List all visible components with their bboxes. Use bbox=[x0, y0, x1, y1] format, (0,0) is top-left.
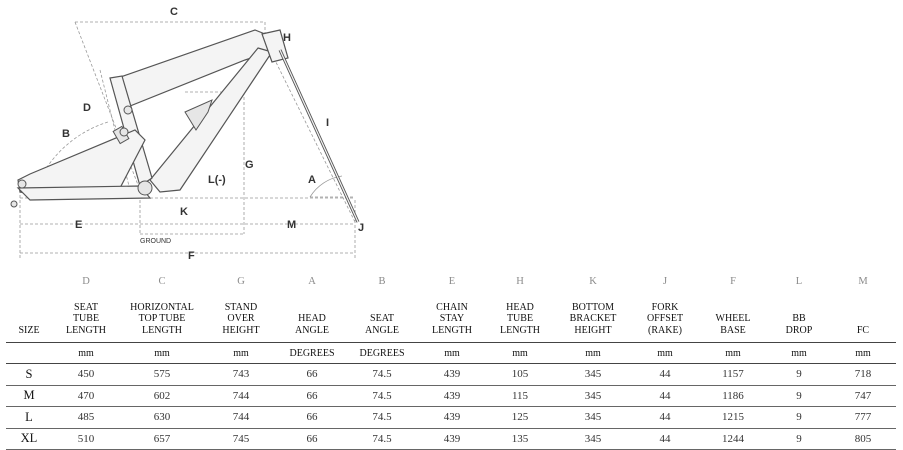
column-letter: H bbox=[516, 275, 524, 287]
column-header-line: ANGLE bbox=[295, 324, 329, 336]
size-cell: L bbox=[6, 407, 52, 429]
column-header-line: BRACKET bbox=[569, 313, 617, 324]
column-letter: M bbox=[858, 275, 868, 287]
column-header bbox=[418, 292, 486, 343]
column-header-line: LENGTH bbox=[142, 324, 182, 336]
value-cell: 575 bbox=[120, 364, 204, 386]
column-header-line: FORK bbox=[651, 301, 679, 313]
value-cell: 1244 bbox=[698, 428, 768, 450]
value-cell: 630 bbox=[120, 407, 204, 429]
column-header-line: BB bbox=[792, 313, 806, 324]
value-cell: 345 bbox=[554, 428, 632, 450]
column-letter: F bbox=[730, 275, 736, 287]
column-letter: E bbox=[448, 275, 456, 287]
column-letter-row bbox=[6, 270, 896, 292]
dimension-label-h: H bbox=[283, 32, 291, 44]
column-header-line: BOTTOM bbox=[571, 301, 615, 313]
value-cell: 74.5 bbox=[346, 364, 418, 386]
value-cell: 44 bbox=[632, 385, 698, 407]
dimension-label-i: I bbox=[326, 117, 330, 129]
column-header-line: HEIGHT bbox=[574, 324, 612, 336]
value-cell: 44 bbox=[632, 407, 698, 429]
value-cell: 1215 bbox=[698, 407, 768, 429]
column-header bbox=[486, 292, 554, 343]
value-cell: 105 bbox=[486, 364, 554, 386]
value-cell: 44 bbox=[632, 364, 698, 386]
column-header-line: SEAT bbox=[74, 301, 98, 313]
column-header-line: LENGTH bbox=[66, 324, 106, 336]
column-header bbox=[768, 292, 830, 343]
value-cell: 439 bbox=[418, 385, 486, 407]
value-cell: 9 bbox=[768, 385, 830, 407]
column-unit: mm bbox=[830, 343, 896, 364]
value-cell: 602 bbox=[120, 385, 204, 407]
dimension-label-a: A bbox=[308, 174, 316, 186]
column-letter: D bbox=[82, 275, 90, 287]
value-cell: 9 bbox=[768, 407, 830, 429]
dimension-label-l: L(-) bbox=[208, 174, 226, 186]
table-row bbox=[6, 428, 896, 450]
table-row bbox=[6, 364, 896, 386]
column-header bbox=[698, 292, 768, 343]
ground-label: GROUND bbox=[140, 238, 172, 245]
column-letter: K bbox=[589, 275, 597, 287]
size-header: SIZE bbox=[18, 324, 40, 336]
column-header-line: SEAT bbox=[370, 313, 394, 324]
column-header-line: HORIZONTAL bbox=[130, 301, 194, 313]
column-unit: DEGREES bbox=[346, 343, 418, 364]
value-cell: 125 bbox=[486, 407, 554, 429]
column-header bbox=[830, 292, 896, 343]
dimension-label-d: D bbox=[83, 102, 91, 114]
column-header-line: OFFSET bbox=[646, 313, 684, 324]
value-cell: 805 bbox=[830, 428, 896, 450]
value-cell: 1186 bbox=[698, 385, 768, 407]
dimension-label-m: M bbox=[287, 219, 297, 231]
column-unit: mm bbox=[554, 343, 632, 364]
column-header bbox=[346, 292, 418, 343]
value-cell: 439 bbox=[418, 428, 486, 450]
value-cell: 510 bbox=[52, 428, 120, 450]
column-unit: mm bbox=[698, 343, 768, 364]
dimension-label-e: E bbox=[75, 219, 83, 231]
column-header bbox=[52, 292, 120, 343]
column-header-line: CHAIN bbox=[436, 301, 468, 313]
dimension-label-b: B bbox=[62, 128, 70, 140]
value-cell: 744 bbox=[204, 407, 278, 429]
value-cell: 1157 bbox=[698, 364, 768, 386]
value-cell: 745 bbox=[204, 428, 278, 450]
column-header-line: TOP TUBE bbox=[138, 313, 186, 324]
value-cell: 66 bbox=[278, 407, 346, 429]
value-cell: 74.5 bbox=[346, 407, 418, 429]
value-cell: 439 bbox=[418, 364, 486, 386]
value-cell: 718 bbox=[830, 364, 896, 386]
value-cell: 743 bbox=[204, 364, 278, 386]
column-letter: G bbox=[237, 275, 245, 287]
column-unit: mm bbox=[120, 343, 204, 364]
empty-cell bbox=[6, 270, 52, 292]
column-header bbox=[554, 292, 632, 343]
column-header-row bbox=[6, 292, 896, 343]
column-header-line: STAY bbox=[439, 313, 465, 324]
column-unit: mm bbox=[52, 343, 120, 364]
value-cell: 66 bbox=[278, 428, 346, 450]
unit-row bbox=[6, 343, 896, 364]
column-header-line: (RAKE) bbox=[648, 324, 682, 336]
column-unit: DEGREES bbox=[278, 343, 346, 364]
size-cell: M bbox=[6, 385, 52, 407]
column-header-line: TUBE bbox=[506, 313, 534, 324]
value-cell: 135 bbox=[486, 428, 554, 450]
value-cell: 345 bbox=[554, 385, 632, 407]
dimension-label-g: G bbox=[245, 159, 254, 171]
column-letter: L bbox=[795, 275, 803, 287]
column-unit: mm bbox=[486, 343, 554, 364]
column-header-line: BASE bbox=[720, 324, 746, 336]
value-cell: 439 bbox=[418, 407, 486, 429]
value-cell: 74.5 bbox=[346, 385, 418, 407]
value-cell: 485 bbox=[52, 407, 120, 429]
value-cell: 470 bbox=[52, 385, 120, 407]
value-cell: 66 bbox=[278, 385, 346, 407]
value-cell: 74.5 bbox=[346, 428, 418, 450]
column-letter: B bbox=[378, 275, 386, 287]
column-header-line: HEAD bbox=[506, 301, 534, 313]
size-cell: S bbox=[6, 364, 52, 386]
column-header-line: ANGLE bbox=[365, 324, 399, 336]
column-header-line: LENGTH bbox=[500, 324, 540, 336]
value-cell: 115 bbox=[486, 385, 554, 407]
value-cell: 450 bbox=[52, 364, 120, 386]
dimension-label-c: C bbox=[170, 6, 178, 18]
geometry-table bbox=[6, 270, 896, 450]
table-row bbox=[6, 385, 896, 407]
value-cell: 345 bbox=[554, 407, 632, 429]
column-header bbox=[278, 292, 346, 343]
dimension-label-k: K bbox=[180, 206, 188, 218]
column-header-line: FC bbox=[856, 324, 870, 336]
value-cell: 747 bbox=[830, 385, 896, 407]
column-header bbox=[120, 292, 204, 343]
column-header bbox=[204, 292, 278, 343]
value-cell: 9 bbox=[768, 364, 830, 386]
table-row bbox=[6, 407, 896, 429]
column-header-line: STAND bbox=[224, 301, 258, 313]
value-cell: 44 bbox=[632, 428, 698, 450]
empty-cell bbox=[6, 343, 52, 364]
column-unit: mm bbox=[632, 343, 698, 364]
size-cell: XL bbox=[6, 428, 52, 450]
column-header-line: DROP bbox=[785, 324, 813, 336]
value-cell: 66 bbox=[278, 364, 346, 386]
value-cell: 345 bbox=[554, 364, 632, 386]
dimension-label-f: F bbox=[188, 250, 195, 262]
column-header-line: HEIGHT bbox=[222, 324, 260, 336]
column-header-line: OVER bbox=[227, 313, 255, 324]
value-cell: 777 bbox=[830, 407, 896, 429]
value-cell: 657 bbox=[120, 428, 204, 450]
column-header-line: WHEEL bbox=[715, 313, 751, 324]
column-letter: A bbox=[308, 275, 316, 287]
value-cell: 9 bbox=[768, 428, 830, 450]
column-unit: mm bbox=[418, 343, 486, 364]
column-header-line: HEAD bbox=[298, 313, 326, 324]
column-unit: mm bbox=[768, 343, 830, 364]
column-header-line: LENGTH bbox=[432, 324, 472, 336]
column-letter: C bbox=[158, 275, 166, 287]
column-letter: J bbox=[662, 275, 668, 287]
column-header bbox=[632, 292, 698, 343]
dimension-label-j: J bbox=[358, 222, 365, 234]
column-header-line: TUBE bbox=[72, 313, 100, 324]
column-unit: mm bbox=[204, 343, 278, 364]
value-cell: 744 bbox=[204, 385, 278, 407]
